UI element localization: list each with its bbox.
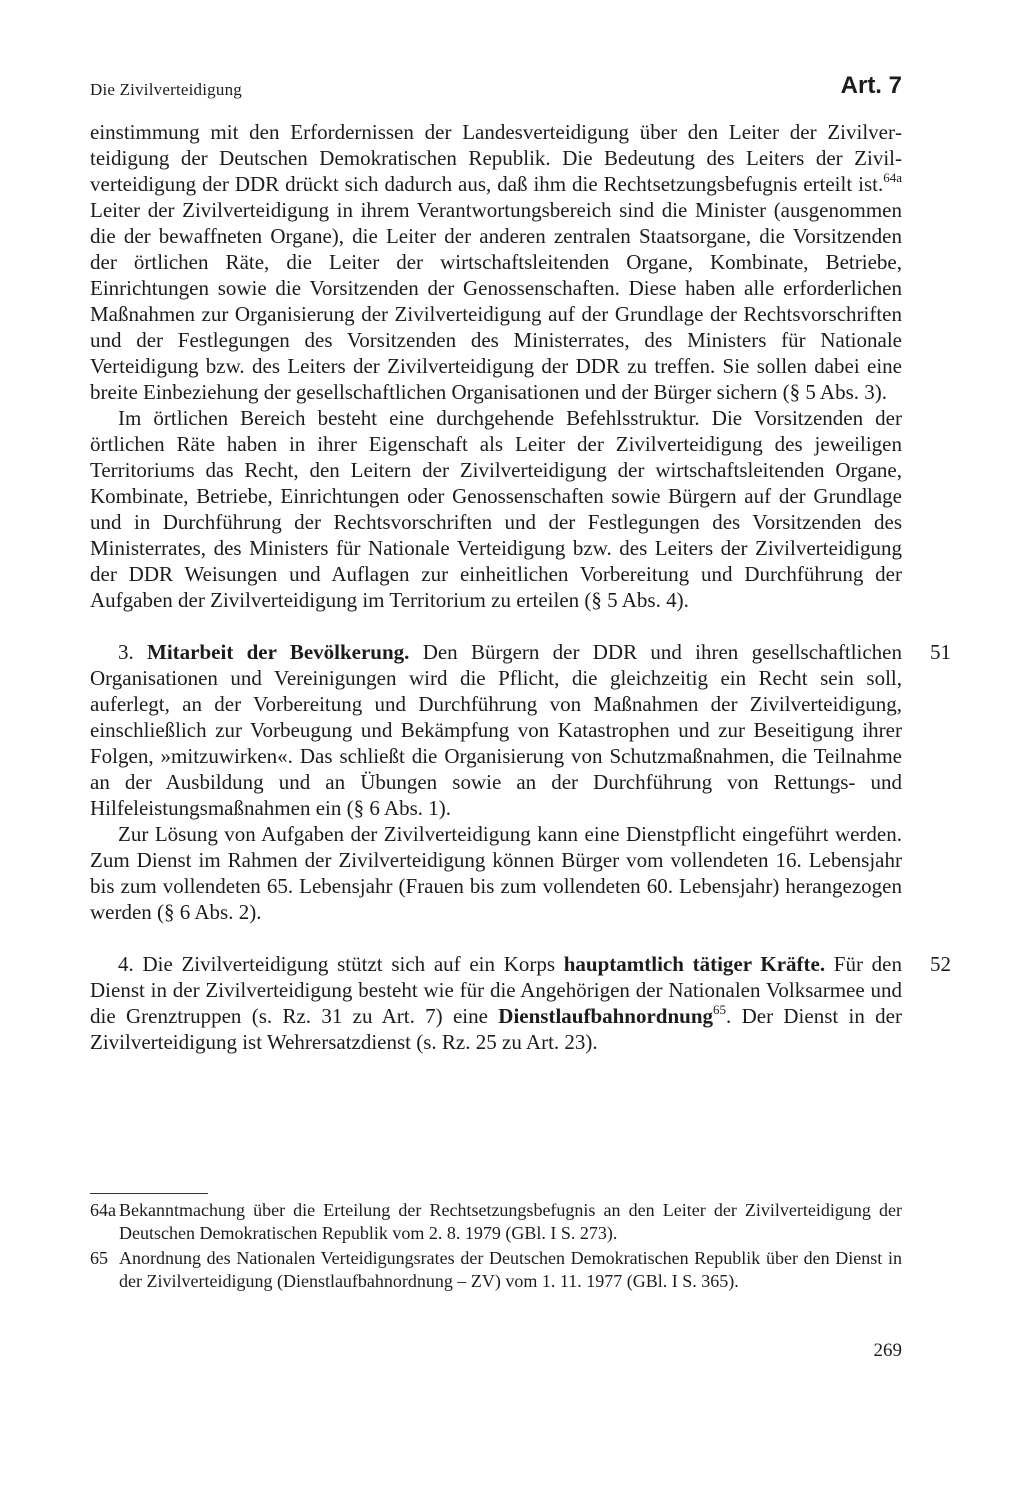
footnote-64a: [90, 1199, 902, 1245]
section-4: [90, 951, 951, 1055]
paragraph-text: . Der Dienst in der Zivilverteidigung ist Wehrersatzdienst (s. Rz. 25 zu Art. 23).: [90, 1004, 902, 1054]
running-header: [90, 72, 902, 106]
section-3-paragraph: [90, 639, 902, 821]
margin-number: 51: [930, 640, 951, 664]
paragraph-text: Leiter der Zivilverteidigung in ihrem Verantwortungsbereich sind die Minister (ausgenommen die der bewaffneten Organe), die Leiter der anderen zentralen Staatsorgane, die Vorsitzenden der örtlichen Räte, die Leiter der wirtschaftsleitenden Organe, Kombinate, Betriebe, Einrichtungen sowie die Vorsitzenden der Genossenschaften. Diese haben alle erforderlichen Maßnahmen zur Organisierung der Zivilverteidigung auf der Grundlage der Rechtsvorschriften und der Festlegungen des Vorsitzenden des Ministerrates, des Ministers für Nationale Verteidigung bzw. des Leiters der Zivilverteidigung der DDR zu treffen. Sie sollen dabei eine breite Einbeziehung der gesellschaftlichen Organisationen und der Bürger sichern (§ 5 Abs. 3).: [90, 198, 902, 404]
paragraph-text: einstimmung mit den Erfordernissen der Landesverteidigung über den Leiter der Zivilverteidigung der Deutschen Demokratischen Republik. Die Bedeutung des Leiters der Zivilverteidigung der DDR drückt sich dadurch aus, daß ihm die Rechtsetzungsbefugnis erteilt ist.: [90, 120, 902, 196]
footnote-65: [90, 1247, 902, 1293]
paragraph-service-duty: Zur Lösung von Aufgaben der Zivilverteidigung kann eine Dienstpflicht eingeführt werden. Zum Dienst im Rahmen der Zivilverteidigung können Bürger vom vollendeten 16. Lebensjahr bis zum vollendeten 65. Lebensjahr (Frauen bis zum vollendeten 60. Lebensjahr) herangezogen werden (§ 6 Abs. 2).: [90, 822, 902, 924]
margin-number: 52: [930, 952, 951, 976]
bold-term: Dienstlaufbahnordnung: [498, 1004, 714, 1028]
footnote-ref-64a[interactable]: 64a: [883, 170, 902, 185]
section-number: 3.: [118, 640, 148, 664]
footnote-ref-65[interactable]: 65: [713, 1002, 727, 1017]
paragraph-text: Den Bürgern der DDR und ihren gesellschaftlichen Organisationen und Vereinigungen wird die Pflicht, die gleichzeitig ein Recht sein soll, auferlegt, an der Vorbereitung und Durchführung von Maßnahmen der Zivilverteidigung, einschließlich zur Vorbeugung und Bekämpfung von Katastrophen und zur Beseitigung ihrer Folgen, »mitzuwirken«. Das schließt die Organisierung von Schutzmaßnahmen, die Teilnahme an der Ausbildung und an Übungen sowie an der Durchführung von Rettungs- und Hilfeleistungsmaßnahmen ein (§ 6 Abs. 1).: [90, 640, 903, 820]
footnote-text: Bekanntmachung über die Erteilung der Rechtsetzungsbefugnis an den Leiter der Zivilverteidigung der Deutschen Demokratischen Republik vom 2. 8. 1979 (GBl. I S. 273).: [119, 1200, 902, 1243]
paragraph-text: 4. Die Zivilverteidigung stützt sich auf ein Korps: [118, 952, 564, 976]
footnotes: [90, 1199, 902, 1295]
section-3: [90, 639, 951, 821]
footnote-divider: [90, 1193, 208, 1194]
paragraph-continuation: [90, 119, 902, 405]
footnote-text: Anordnung des Nationalen Verteidigungsrates der Deutschen Demokratischen Republik über den Dienst in der Zivilverteidigung (Dienstlaufbahnordnung – ZV) vom 1. 11. 1977 (GBl. I S. 365).: [119, 1248, 902, 1291]
section-4-paragraph: [90, 951, 902, 1055]
paragraph-text: Für den Dienst in der Zivilverteidigung besteht wie für die Angehörigen der Nationalen Volksarmee und die Grenztruppen (s. Rz. 31 zu Art. 7) eine: [90, 952, 902, 1028]
bold-term: hauptamtlich tätiger Kräfte.: [563, 952, 826, 976]
main-text: [90, 119, 951, 1055]
article-label: Art. 7: [840, 72, 902, 99]
footnote-number: 65: [90, 1248, 108, 1268]
footnote-number: 64a: [90, 1200, 116, 1220]
running-title: Die Zivilverteidigung: [90, 80, 242, 99]
page-number: 269: [873, 1340, 902, 1361]
section-heading: Mitarbeit der Bevölkerung.: [147, 640, 410, 664]
paragraph-local-command: Im örtlichen Bereich besteht eine durchgehende Befehlsstruktur. Die Vorsitzenden der örtlichen Räte haben in ihrer Eigenschaft als Leiter der Zivilverteidigung des jeweiligen Territoriums das Recht, den Leitern der Zivilverteidigung der wirtschaftsleitenden Organe, Kombinate, Betriebe, Einrichtungen oder Genossenschaften sowie Bürgern auf der Grundlage und in Durchführung der Rechtsvorschriften und der Festlegungen des Vorsitzenden des Ministerrates, des Ministers für Nationale Verteidigung bzw. des Leiters der Zivilverteidigung der DDR Weisungen und Auflagen zur einheitlichen Vorbereitung und Durchführung der Aufgaben der Zivilverteidigung im Territorium zu erteilen (§ 5 Abs. 4).: [90, 406, 902, 612]
